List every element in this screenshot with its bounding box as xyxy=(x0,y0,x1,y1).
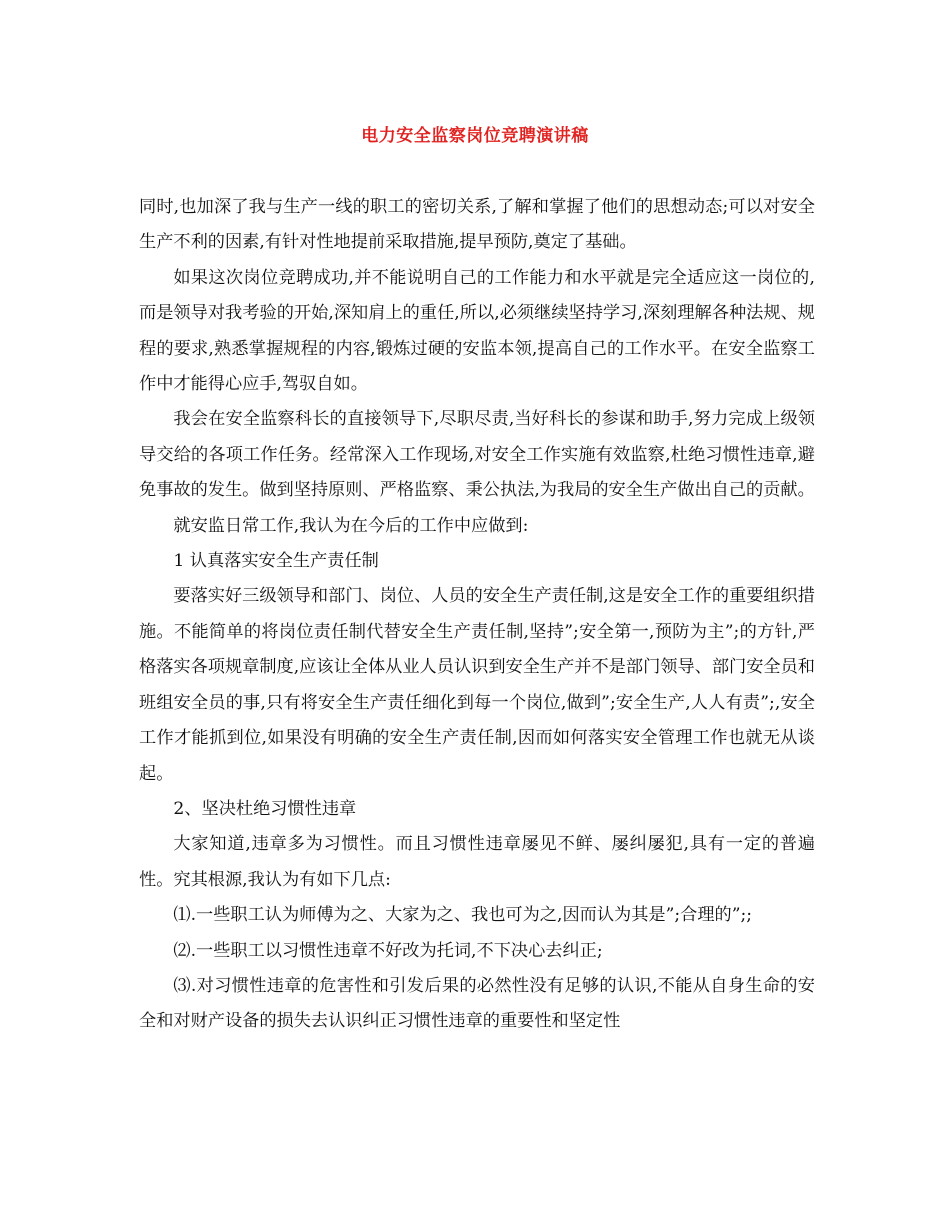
paragraph: 我会在安全监察科长的直接领导下,尽职尽责,当好科长的参谋和助手,努力完成上级领导交给的各项工作任务。经常深入工作现场,对安全工作实施有效监察,杜绝习惯性违章,避免事故的发生。做到坚持原则、严格监察、秉公执法,为我局的安全生产做出自己的贡献。 xyxy=(139,409,815,501)
list-item: ⑵.一些职工以习惯性违章不好改为托词,不下决心去纠正; xyxy=(173,940,603,961)
section-heading: 2、坚决杜绝习惯性违章 xyxy=(173,798,357,819)
paragraph: 要落实好三级领导和部门、岗位、人员的安全生产责任制,这是安全工作的重要组织措施。不能简单的将岗位责任制代替安全生产责任制,坚持”;安全第一,预防为主”;的方针,严格落实各项规章制度,应该让全体从业人员认识到安全生产并不是部门领导、部门安全员和班组安全员的事,只有将安全生产责任细化到每一个岗位,做到”;安全生产,人人有责”;,安全工作才能抓到位,如果没有明确的安全生产责任制,因而如何落实安全管理工作也就无从谈起。 xyxy=(139,586,815,784)
paragraph: 同时,也加深了我与生产一线的职工的密切关系,了解和掌握了他们的思想动态;可以对安全生产不利的因素,有针对性地提前采取措施,提早预防,奠定了基础。 xyxy=(139,197,815,253)
document-title: 电力安全监察岗位竞聘演讲稿 xyxy=(361,126,589,146)
section-heading: 1 认真落实安全生产责任制 xyxy=(173,551,379,572)
paragraph: 大家知道,违章多为习惯性。而且习惯性违章屡见不鲜、屡纠屡犯,具有一定的普遍性。究其根源,我认为有如下几点: xyxy=(139,834,815,890)
document-body xyxy=(139,190,815,1040)
paragraph: 就安监日常工作,我认为在今后的工作中应做到: xyxy=(173,515,529,536)
list-item: ⑶.对习惯性违章的危害性和引发后果的必然性没有足够的认识,不能从自身生命的安全和对财产设备的损失去认识纠正习惯性违章的重要性和坚定性 xyxy=(139,975,815,1032)
paragraph: 如果这次岗位竞聘成功,并不能说明自己的工作能力和水平就是完全适应这一岗位的,而是领导对我考验的开始,深知肩上的重任,所以,必须继续坚持学习,深刻理解各种法规、规程的要求,熟悉掌握规程的内容,锻炼过硬的安监本领,提高自己的工作水平。在安全监察工作中才能得心应手,驾驭自如。 xyxy=(139,267,815,395)
list-item: ⑴.一些职工认为师傅为之、大家为之、我也可为之,因而认为其是”;合理的”;; xyxy=(173,905,753,926)
